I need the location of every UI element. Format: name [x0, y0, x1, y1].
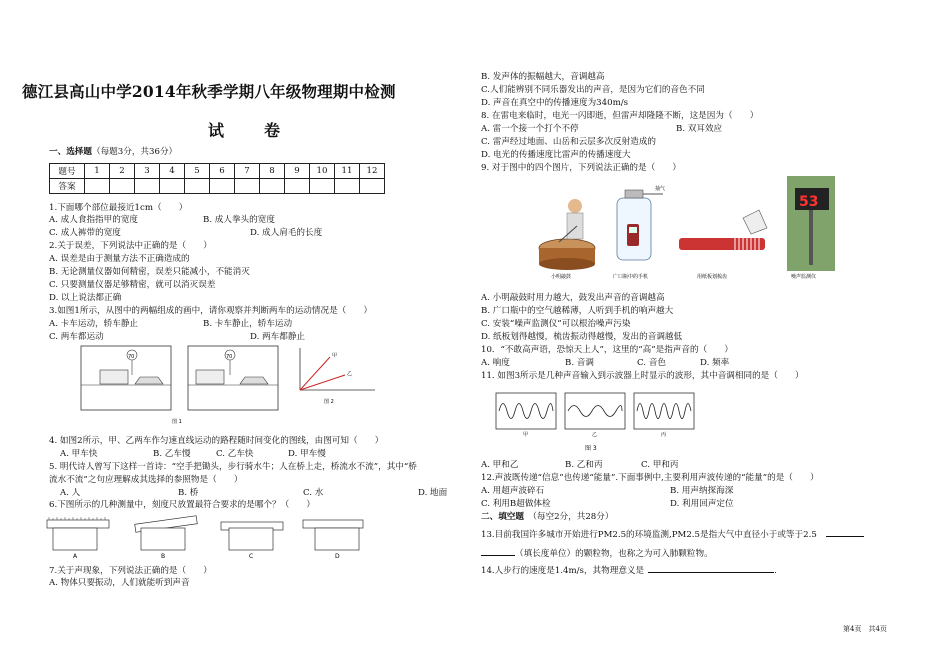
- speed-sign-2: 70: [226, 354, 233, 360]
- q7-option-b: B. 发声体的振幅越大，音调越高: [481, 72, 605, 82]
- q13-line2: （填长度单位）的颗粒物，也称之为可入肺颗粒物。: [515, 549, 713, 559]
- ruler-label-b: B: [161, 553, 166, 560]
- answer-cell[interactable]: [310, 179, 335, 194]
- section-2-note: （每空2分，共28分）: [532, 512, 614, 522]
- jar-phone-image: [613, 185, 665, 280]
- line-yi-label: 乙: [347, 371, 353, 377]
- answer-table-row2-label: 答案: [50, 179, 85, 194]
- answer-cell[interactable]: [260, 179, 285, 194]
- q7-option-d: D. 声音在真空中的传播速度为340m/s: [481, 98, 629, 108]
- answer-table-number: 3: [135, 164, 160, 179]
- answer-cell[interactable]: [160, 179, 185, 194]
- q3-option-d: D. 两车都静止: [250, 332, 306, 342]
- q3-stem: 3.如图1所示，从图中的两幅组成的画中，请你观察并判断两车的运动情况是（ ）: [49, 306, 373, 316]
- speed-sign-1: 70: [128, 354, 135, 360]
- answer-table-number: 1: [85, 164, 110, 179]
- q13-line1-row: [481, 530, 864, 540]
- q9-figures: [537, 176, 837, 284]
- q8-option-c: C. 雷声经过地面、山岳和云层多次反射造成的: [481, 137, 657, 147]
- answer-table-number: 2: [110, 164, 135, 179]
- answer-table-number: 12: [360, 164, 385, 179]
- q5-option-c: C. 水: [303, 488, 324, 498]
- q2-option-a: A. 误差是由于测量方法不正确造成的: [49, 254, 190, 264]
- answer-table-number: 6: [210, 164, 235, 179]
- q14-blank[interactable]: [648, 572, 774, 573]
- q8-option-b: B. 双耳效应: [676, 124, 723, 134]
- ruler-option-b: [135, 516, 198, 560]
- ruler-label-c: C: [249, 553, 254, 560]
- q2-stem: 2.关于误差，下列说法中正确的是（ ）: [49, 241, 212, 251]
- q7-option-c: C.人们能辨别不同乐器发出的声音，是因为它们的音色不同: [481, 85, 705, 95]
- caption-drum: 小明敲鼓: [551, 274, 572, 280]
- q10-option-a: A. 响度: [481, 358, 510, 368]
- section-2-heading: 二、填空题: [481, 512, 524, 522]
- answer-cell[interactable]: [135, 179, 160, 194]
- q13-blank-1[interactable]: [826, 536, 864, 537]
- answer-cell[interactable]: [185, 179, 210, 194]
- caption-meter: 噪声监测仪: [791, 274, 817, 280]
- answer-table: [49, 163, 385, 194]
- q8-option-d: D. 电光的传播速度比雷声的传播速度大: [481, 150, 631, 160]
- drum-image: [539, 199, 595, 280]
- truck: [196, 370, 224, 384]
- page-number: 第4页 共4页: [843, 625, 887, 633]
- answer-table-row1-label: 题号: [50, 164, 85, 179]
- q10-option-d: D. 频率: [700, 358, 730, 368]
- q11-stem: 11. 如图3所示是几种声音输入到示波器上时显示的波形，其中音调相同的是（ ）: [481, 371, 804, 381]
- comb-image: [679, 210, 767, 280]
- q12-option-c: C. 利用B超做体检: [481, 499, 551, 509]
- section-1-heading: 一、选择题: [49, 147, 92, 157]
- exam-title: 德江县高山中学2014年秋季学期八年级物理期中检测: [22, 82, 396, 101]
- q11-option-b: B. 乙和丙: [565, 460, 603, 470]
- q2-option-b: B. 无论测量仪器如何精密，误差只能减小，不能消灭: [49, 267, 250, 277]
- waveform-bing: [634, 393, 694, 438]
- noise-meter-image: [787, 176, 835, 280]
- q5-option-a: A. 人: [60, 488, 81, 498]
- figure-rulers: [45, 512, 365, 564]
- q1-option-d: D. 成人肩毛的长度: [250, 228, 323, 238]
- ruler-label-d: D: [335, 553, 340, 560]
- q2-option-d: D. 以上说法都正确: [49, 293, 122, 303]
- q9-option-b: B. 广口瓶中的空气越稀薄，人听到手机的响声越大: [481, 306, 674, 316]
- truck: [100, 370, 128, 384]
- exam-subtitle: 试卷: [208, 121, 321, 140]
- q11-option-a: A. 甲和乙: [481, 460, 519, 470]
- q2-option-c: C. 只要测量仪器足够精密，就可以消灭误差: [49, 280, 216, 290]
- q3-option-b: B. 卡车静止，轿车运动: [203, 319, 293, 329]
- q1-option-c: C. 成人裤带的宽度: [49, 228, 121, 238]
- answer-table-answer-row: [50, 179, 385, 194]
- q4-option-a: A. 甲车快: [60, 449, 98, 459]
- q8-stem: 8. 在雷电来临时，电光一闪即逝，但雷声却隆隆不断，这是因为（ ）: [481, 111, 759, 121]
- answer-cell[interactable]: [210, 179, 235, 194]
- q11-option-c: C. 甲和丙: [641, 460, 679, 470]
- q9-stem: 9. 对于图中的四个图片，下列说法正确的是（ ）: [481, 163, 681, 173]
- q5-option-d: D. 地面: [418, 488, 448, 498]
- q10-stem: 10．“不敢高声语，恐惊天上人”，这里的“高”是指声音的（ ）: [481, 345, 733, 355]
- q5-option-b: B. 桥: [178, 488, 199, 498]
- waveform-label-jia: 甲: [523, 432, 529, 438]
- q9-option-d: D. 纸板划得越慢，梳齿振动得越慢，发出的音调越低: [481, 332, 683, 342]
- q12-stem: 12.声波既传递“信息”也传递“能量”.下面事例中,主要利用声波传递的“能量”的是（ ）: [481, 473, 819, 483]
- ruler-option-a: [47, 517, 109, 560]
- figure-1: [80, 345, 280, 427]
- q5-stem-line1: 5. 明代诗人曾写下这样一首诗：“空手把锄头，步行骑水牛；人在桥上走，桥流水不流”，其中“桥: [49, 462, 417, 472]
- q4-option-b: B. 乙车慢: [153, 449, 191, 459]
- section-1-header: [49, 147, 177, 157]
- answer-table-number: 8: [260, 164, 285, 179]
- q1-option-b: B. 成人拳头的宽度: [203, 215, 275, 225]
- answer-table-number: 11: [335, 164, 360, 179]
- figure-2-label: 图 2: [324, 399, 334, 405]
- section-1-note: （每题3分，共36分）: [91, 147, 178, 157]
- q7-option-a: A. 物体只要振动，人们就能听到声音: [49, 578, 190, 588]
- pump-label: 抽气: [655, 186, 666, 192]
- answer-cell[interactable]: [285, 179, 310, 194]
- q3-option-c: C. 两车都运动: [49, 332, 104, 342]
- answer-table-number: 5: [185, 164, 210, 179]
- answer-table-number: 4: [160, 164, 185, 179]
- q4-stem: 4. 如图2所示，甲、乙两车作匀速直线运动的路程随时间变化的图线，由图可知（ ）: [49, 436, 384, 446]
- waveform-label-bing: 丙: [661, 432, 667, 438]
- answer-cell[interactable]: [110, 179, 135, 194]
- q13-line2-row: [481, 549, 713, 559]
- caption-comb: 用纸板划梳齿: [697, 274, 728, 280]
- figure-2: [290, 345, 380, 415]
- section-2-header: [481, 512, 613, 522]
- answer-table-number: 10: [310, 164, 335, 179]
- ruler-label-a: A: [73, 553, 78, 560]
- q9-option-a: A. 小明敲鼓时用力越大，鼓发出声音的音调越高: [481, 293, 665, 303]
- line-jia-label: 甲: [332, 353, 338, 359]
- q13-blank-2[interactable]: [481, 555, 515, 556]
- waveform-yi: [565, 393, 625, 438]
- q1-stem: 1.下面哪个部位最接近1cm（ ）: [49, 203, 188, 213]
- q14-line: 14.人步行的速度是1.4m/s，其物理意义是: [481, 566, 645, 576]
- q1-option-a: A. 成人食指指甲的宽度: [49, 215, 139, 225]
- noise-reading: 53: [799, 194, 819, 210]
- answer-cell[interactable]: [85, 179, 110, 194]
- q12-option-d: D. 利用回声定位: [670, 499, 734, 509]
- answer-cell[interactable]: [360, 179, 385, 194]
- q3-option-a: A. 卡车运动，轿车静止: [49, 319, 139, 329]
- ruler-option-c: [221, 522, 283, 560]
- waveform-jia: [496, 393, 556, 438]
- q12-option-b: B. 用声纳探海深: [670, 486, 734, 496]
- figure-1-label: 图 1: [172, 419, 182, 425]
- figure-3-label: 图 3: [585, 445, 597, 452]
- waveform-label-yi: 乙: [592, 432, 598, 438]
- q6-stem: 6.下图所示的几种测量中，刻度尺放置最符合要求的是哪个？（ ）: [49, 500, 316, 510]
- q8-option-a: A. 雷一个接一个打个不停: [481, 124, 579, 134]
- q4-option-c: C. 乙车快: [216, 449, 254, 459]
- q12-option-a: A. 用超声波碎石: [481, 486, 545, 496]
- q9-option-c: C. 安装“噪声监测仪”可以根治噪声污染: [481, 319, 631, 329]
- figure-3: [495, 392, 695, 454]
- answer-cell[interactable]: [335, 179, 360, 194]
- answer-cell[interactable]: [235, 179, 260, 194]
- answer-table-number: 7: [235, 164, 260, 179]
- car: [135, 377, 163, 384]
- answer-table-header-row: [50, 164, 385, 179]
- car: [240, 377, 268, 384]
- caption-jar: 广口瓶中的手机: [613, 274, 649, 280]
- q4-option-d: D. 甲车慢: [288, 449, 326, 459]
- q7-stem: 7.关于声现象，下列说法正确的是（ ）: [49, 566, 212, 576]
- q10-option-b: B. 音调: [565, 358, 594, 368]
- q10-option-c: C. 音色: [637, 358, 666, 368]
- q5-stem-line2: 流水不流”之句应理解成其选择的参照物是（ ）: [49, 475, 243, 485]
- q13-line1: 13.目前我国许多城市开始进行PM2.5的环境监测,PM2.5是指大气中直径小于或等于2.5: [481, 530, 817, 540]
- q14-row: 14.人步行的速度是1.4m/s，其物理意义是 .: [481, 566, 777, 576]
- answer-table-number: 9: [285, 164, 310, 179]
- ruler-option-d: [303, 520, 363, 560]
